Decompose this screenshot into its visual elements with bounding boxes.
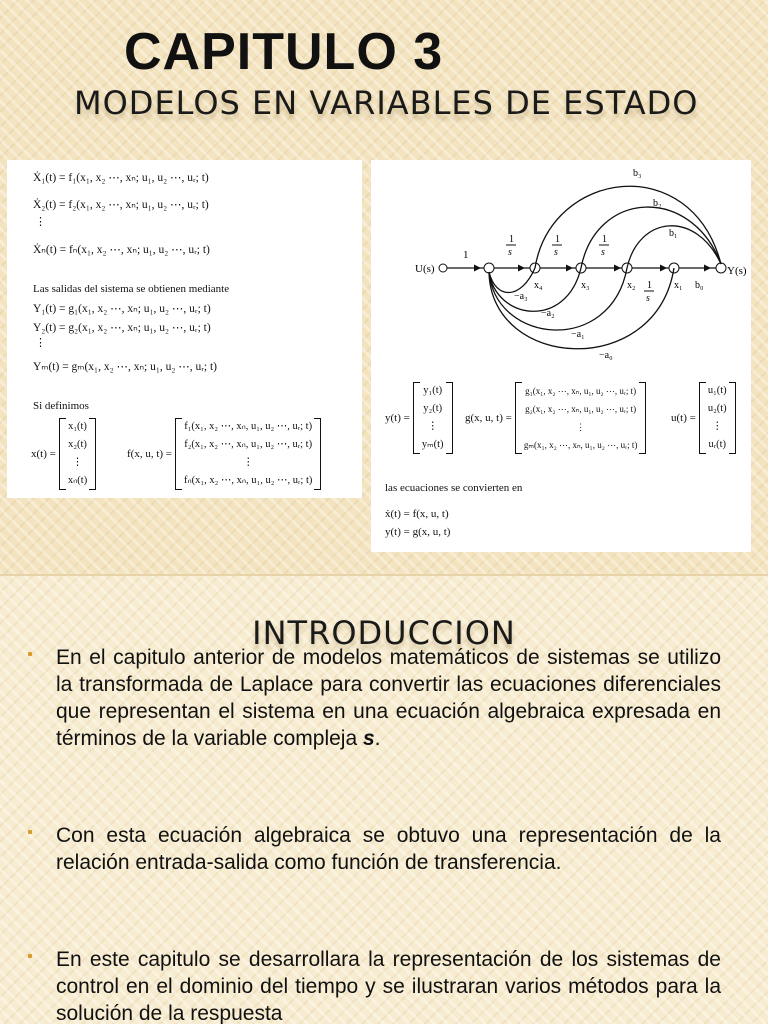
u-vector-label: u(t) = — [671, 412, 696, 424]
bullet-item — [26, 946, 726, 1024]
bullet-marker — [28, 954, 32, 958]
f-vector-entry: ⋮ — [242, 457, 254, 468]
integrator-num: 1 — [602, 234, 607, 245]
integrator-num: 1 — [647, 280, 652, 291]
f-vector-entry: fₙ(x₁, x₂ ⋯, xₙ, u₁, u₂ ⋯, uᵣ; t) — [184, 475, 313, 486]
vertical-ellipsis: ⋮ — [35, 337, 46, 349]
fb-gain: −a₂ — [541, 308, 555, 319]
g-vector-entry: g₂(x₁, x₂ ⋯, xₙ, u₁, u₂ ⋯, uᵣ; t) — [525, 404, 637, 414]
g-vector — [465, 382, 646, 454]
y-vector-entry: y₁(t) — [423, 385, 443, 396]
output-label: Y(s) — [727, 265, 747, 277]
outputs-text: Las salidas del sistema se obtienen mediante — [33, 283, 230, 295]
introduction-title: INTRODUCCION — [252, 614, 516, 652]
output-equation-1: Y₁(t) = g₁(x₁, x₂ ⋯, xₙ; u₁, u₂ ⋯, uᵣ; t) — [33, 303, 211, 315]
ff-gain: b₀ — [695, 280, 704, 291]
state-equation-n: Ẋₙ(t) = fₙ(x₁, x₂ ⋯, xₙ; u₁, u₂ ⋯, uᵣ; t) — [33, 244, 210, 256]
output-equation-2: Y₂(t) = g₂(x₁, x₂ ⋯, xₙ; u₁, u₂ ⋯, uᵣ; t) — [33, 322, 211, 334]
bullet-text: En este capitulo se desarrollara la representación de los sistemas de control en el dominio del tiempo y se ilustraran varios métodos para la solución de la respuesta — [56, 948, 721, 1024]
signal-flow-panel — [371, 160, 751, 552]
chapter-title: CAPITULO 3 — [124, 23, 444, 81]
g-vector-entry: gₘ(x₁, x₂ ⋯, xₙ, u₁, u₂ ⋯, uᵣ; t) — [523, 440, 638, 450]
gain-label: 1 — [463, 249, 469, 261]
g-vector-entry: ⋮ — [576, 422, 586, 432]
state-label: x₂ — [627, 280, 636, 291]
convert-text: las ecuaciones se convierten en — [385, 482, 523, 494]
integrator-den: s — [601, 247, 605, 258]
x-vector-label: x(t) = — [31, 448, 56, 460]
chapter-subtitle: MODELOS EN VARIABLES DE ESTADO — [74, 84, 699, 122]
g-vector-label: g(x, u, t) = — [465, 412, 512, 424]
bullet-text: Con esta ecuación algebraica se obtuvo una representación de la relación entrada-salida como función de transferencia. — [56, 824, 721, 874]
ff-gain: b₁ — [669, 228, 678, 239]
x-vector-entry: xₙ(t) — [67, 475, 88, 486]
fb-gain: −a₀ — [599, 350, 613, 361]
signal-flow-graph — [371, 160, 751, 370]
state-equation-1: Ẋ₁(t) = f₁(x₁, x₂ ⋯, xₙ; u₁, u₂ ⋯, uᵣ; t) — [33, 172, 209, 184]
fb-gain: −a₃ — [514, 291, 528, 302]
f-vector-entry: f₂(x₁, x₂ ⋯, xₙ, u₁, u₂ ⋯, uᵣ; t) — [184, 439, 313, 450]
state-label: x₁ — [674, 280, 683, 291]
final-output-equation: y(t) = g(x, u, t) — [385, 526, 451, 538]
u-vector-entry: u₁(t) — [707, 385, 727, 396]
bullet-item — [26, 822, 726, 876]
output-equation-m: Yₘ(t) = gₘ(x₁, x₂ ⋯, xₙ; u₁, u₂ ⋯, uᵣ; t) — [33, 361, 217, 373]
y-vector — [385, 382, 453, 454]
y-vector-label: y(t) = — [385, 412, 410, 424]
state-equation-2: Ẋ₂(t) = f₂(x₁, x₂ ⋯, xₙ; u₁, u₂ ⋯, uᵣ; t) — [33, 199, 209, 211]
state-label: x₃ — [581, 280, 590, 291]
node — [484, 263, 494, 273]
y-vector-entry: y₂(t) — [423, 403, 443, 414]
bullet-marker — [28, 652, 32, 656]
state-equations-panel — [7, 160, 362, 498]
integrator-den: s — [646, 293, 650, 304]
integrator-den: s — [508, 247, 512, 258]
integrator-num: 1 — [509, 234, 514, 245]
state-label: x₄ — [534, 280, 543, 291]
node-input — [439, 264, 447, 272]
x-vector-entry: x₁(t) — [68, 421, 87, 432]
slide-2 — [0, 576, 768, 1024]
bullet-marker — [28, 830, 32, 834]
bullet-item — [26, 644, 726, 752]
define-text: Si definimos — [33, 400, 89, 412]
u-vector-entry: uᵣ(t) — [708, 439, 727, 450]
vertical-ellipsis: ⋮ — [35, 216, 46, 228]
y-vector-entry: yₘ(t) — [421, 439, 444, 450]
f-vector-entry: f₁(x₁, x₂ ⋯, xₙ, u₁, u₂ ⋯, uᵣ; t) — [184, 421, 313, 432]
u-vector-entry: u₂(t) — [707, 403, 727, 414]
g-vector-entry: g₁(x₁, x₂ ⋯, xₙ, u₁, u₂ ⋯, uᵣ; t) — [525, 386, 637, 396]
ff-gain: b₃ — [633, 168, 642, 179]
ff-gain: b₂ — [653, 198, 662, 209]
u-vector-entry: ⋮ — [712, 421, 723, 432]
u-vector — [671, 382, 736, 454]
ff-branch — [535, 186, 721, 268]
y-vector-entry: ⋮ — [427, 421, 438, 432]
integrator-den: s — [554, 247, 558, 258]
fb-branch — [489, 268, 535, 293]
f-vector-label: f(x, u, t) = — [127, 448, 172, 460]
bullet-text: En el capitulo anterior de modelos matemáticos de sistemas se utilizo la transformada de Laplace para convertir las ecuaciones diferenciales que representan el sistema en una ecuación algebraica expresada en términos de la variable compleja s. — [56, 646, 721, 750]
input-label: U(s) — [415, 263, 435, 275]
x-vector-entry: ⋮ — [72, 457, 83, 468]
x-vector — [31, 418, 96, 490]
final-state-equation: ẋ(t) = f(x, u, t) — [385, 508, 449, 520]
integrator-num: 1 — [555, 234, 560, 245]
x-vector-entry: x₂(t) — [68, 439, 87, 450]
node-output — [716, 263, 726, 273]
fb-gain: −a₁ — [571, 329, 585, 340]
f-vector — [127, 418, 321, 490]
fb-branch — [489, 268, 627, 330]
